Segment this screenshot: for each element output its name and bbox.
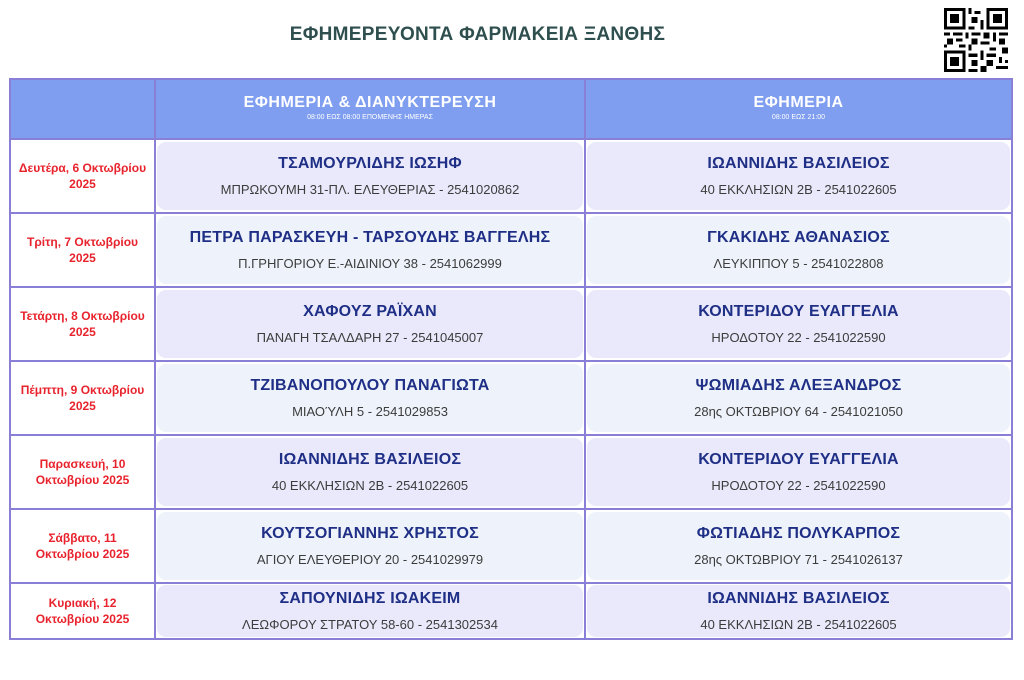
day-duty-cell <box>586 288 1011 360</box>
table-row <box>11 140 1011 212</box>
table-row <box>11 288 1011 360</box>
night-duty-cell <box>156 584 584 638</box>
day-duty-cell <box>586 362 1011 434</box>
pharmacy-address: ΜΠΡΩΚΟΥΜΗ 31-ΠΛ. ΕΛΕΥΘΕΡΙΑΣ - 2541020862 <box>220 182 520 197</box>
table-row <box>11 436 1011 508</box>
pharmacy-card <box>157 512 583 580</box>
row-date: Σάββατο, 11 Οκτωβρίου 2025 <box>35 531 130 561</box>
pharmacy-name: ΙΩΑΝΝΙΔΗΣ ΒΑΣΙΛΕΙΟΣ <box>707 155 890 172</box>
pharmacy-address: ΠΑΝΑΓΗ ΤΣΑΛΔΑΡΗ 27 - 2541045007 <box>256 330 484 345</box>
day-duty-cell <box>586 510 1011 582</box>
pharmacy-card <box>157 438 583 506</box>
night-duty-cell <box>156 510 584 582</box>
day-duty-cell <box>586 214 1011 286</box>
pharmacy-address: ΗΡΟΔΟΤΟΥ 22 - 2541022590 <box>711 478 886 493</box>
pharmacy-address: 40 ΕΚΚΛΗΣΙΩΝ 2Β - 2541022605 <box>700 182 897 197</box>
pharmacy-card <box>157 142 583 210</box>
pharmacy-address: ΛΕΩΦΟΡΟΥ ΣΤΡΑΤΟΥ 58-60 - 2541302534 <box>242 617 498 632</box>
day-duty-cell <box>586 140 1011 212</box>
row-date: Παρασκευή, 10 Οκτωβρίου 2025 <box>35 457 130 487</box>
row-date: Κυριακή, 12 Οκτωβρίου 2025 <box>35 596 130 626</box>
pharmacy-address: 28ης ΟΚΤΩΒΡΙΟΥ 71 - 2541026137 <box>694 552 903 567</box>
pharmacy-address: 28ης ΟΚΤΩΒΡΙΟΥ 64 - 2541021050 <box>694 404 903 419</box>
pharmacy-address: 40 ΕΚΚΛΗΣΙΩΝ 2Β - 2541022605 <box>700 617 897 632</box>
header-night-duty-title: ΕΦΗΜΕΡΙΑ & ΔΙΑΝΥΚΤΕΡΕΥΣΗ <box>243 94 497 111</box>
pharmacy-name: ΙΩΑΝΝΙΔΗΣ ΒΑΣΙΛΕΙΟΣ <box>278 451 462 468</box>
table-row <box>11 510 1011 582</box>
page-title: ΕΦΗΜΕΡΕΥΟΝΤΑ ΦΑΡΜΑΚΕΙΑ ΞΑΝΘΗΣ <box>289 24 666 45</box>
pharmacy-card <box>587 290 1010 358</box>
pharmacy-card <box>157 364 583 432</box>
pharmacy-address: Π.ΓΡΗΓΟΡΙΟΥ Ε.-ΑΙΔΙΝΙΟΥ 38 - 2541062999 <box>238 256 502 271</box>
pharmacy-name: ΠΕΤΡΑ ΠΑΡΑΣΚΕΥΗ - ΤΑΡΣΟΥΔΗΣ ΒΑΓΓΕΛΗΣ <box>189 229 551 246</box>
pharmacy-card <box>587 364 1010 432</box>
header-corner-cell <box>11 80 154 138</box>
pharmacy-address: 40 ΕΚΚΛΗΣΙΩΝ 2Β - 2541022605 <box>271 478 469 493</box>
pharmacy-card <box>157 216 583 284</box>
table-row <box>11 362 1011 434</box>
pharmacy-schedule-table <box>9 78 1013 640</box>
header-day-duty-hours: 08:00 ΕΩΣ 21:00 <box>771 114 826 121</box>
pharmacy-name: ΦΩΤΙΑΔΗΣ ΠΟΛΥΚΑΡΠΟΣ <box>696 525 901 542</box>
night-duty-cell <box>156 288 584 360</box>
pharmacy-name: ΣΑΠΟΥΝΙΔΗΣ ΙΩΑΚΕΙΜ <box>279 590 461 607</box>
pharmacy-name: ΨΩΜΙΑΔΗΣ ΑΛΕΞΑΝΔΡΟΣ <box>695 377 902 394</box>
pharmacy-name: ΤΖΙΒΑΝΟΠΟΥΛΟΥ ΠΑΝΑΓΙΩΤΑ <box>250 377 490 394</box>
header-day-duty <box>586 80 1011 138</box>
pharmacy-card <box>587 512 1010 580</box>
header-day-duty-title: ΕΦΗΜΕΡΙΑ <box>753 94 844 111</box>
night-duty-cell <box>156 140 584 212</box>
table-row <box>11 584 1011 638</box>
pharmacy-card <box>587 142 1010 210</box>
day-duty-cell <box>586 436 1011 508</box>
pharmacy-card <box>157 290 583 358</box>
table-row <box>11 214 1011 286</box>
pharmacy-name: ΤΣΑΜΟΥΡΛΙΔΗΣ ΙΩΣΗΦ <box>278 155 462 172</box>
pharmacy-name: ΙΩΑΝΝΙΔΗΣ ΒΑΣΙΛΕΙΟΣ <box>707 590 890 607</box>
pharmacy-name: ΧΑΦΟΥΖ ΡΑΪΧΑΝ <box>303 303 437 320</box>
night-duty-cell <box>156 436 584 508</box>
pharmacy-card <box>587 438 1010 506</box>
pharmacy-address: ΜΙΑΟΎΛΗ 5 - 2541029853 <box>292 404 448 419</box>
pharmacy-name: ΚΟΥΤΣΟΓΙΑΝΝΗΣ ΧΡΗΣΤΟΣ <box>261 525 479 542</box>
row-date: Πέμπτη, 9 Οκτωβρίου 2025 <box>20 383 145 413</box>
row-date: Δευτέρα, 6 Οκτωβρίου 2025 <box>18 161 147 191</box>
pharmacy-address: ΑΓΙΟΥ ΕΛΕΥΘΕΡΙΟΥ 20 - 2541029979 <box>256 552 484 567</box>
pharmacy-address: ΛΕΥΚΙΠΠΟΥ 5 - 2541022808 <box>713 256 884 271</box>
pharmacy-name: ΓΚΑΚΙΔΗΣ ΑΘΑΝΑΣΙΟΣ <box>707 229 890 246</box>
header-night-duty <box>156 80 584 138</box>
night-duty-cell <box>156 214 584 286</box>
night-duty-cell <box>156 362 584 434</box>
day-duty-cell <box>586 584 1011 638</box>
pharmacy-address: ΗΡΟΔΟΤΟΥ 22 - 2541022590 <box>711 330 886 345</box>
pharmacy-card <box>157 585 583 637</box>
row-date: Τρίτη, 7 Οκτωβρίου 2025 <box>26 235 139 265</box>
qr-code-icon <box>944 8 1008 72</box>
pharmacy-card <box>587 216 1010 284</box>
pharmacy-card <box>587 585 1010 637</box>
pharmacy-name: ΚΟΝΤΕΡΙΔΟΥ ΕΥΑΓΓΕΛΙΑ <box>698 303 899 320</box>
row-date: Τετάρτη, 8 Οκτωβρίου 2025 <box>20 309 145 339</box>
header-night-duty-hours: 08:00 ΕΩΣ 08:00 ΕΠΟΜΕΝΗΣ ΗΜΕΡΑΣ <box>307 114 433 121</box>
pharmacy-name: ΚΟΝΤΕΡΙΔΟΥ ΕΥΑΓΓΕΛΙΑ <box>698 451 899 468</box>
